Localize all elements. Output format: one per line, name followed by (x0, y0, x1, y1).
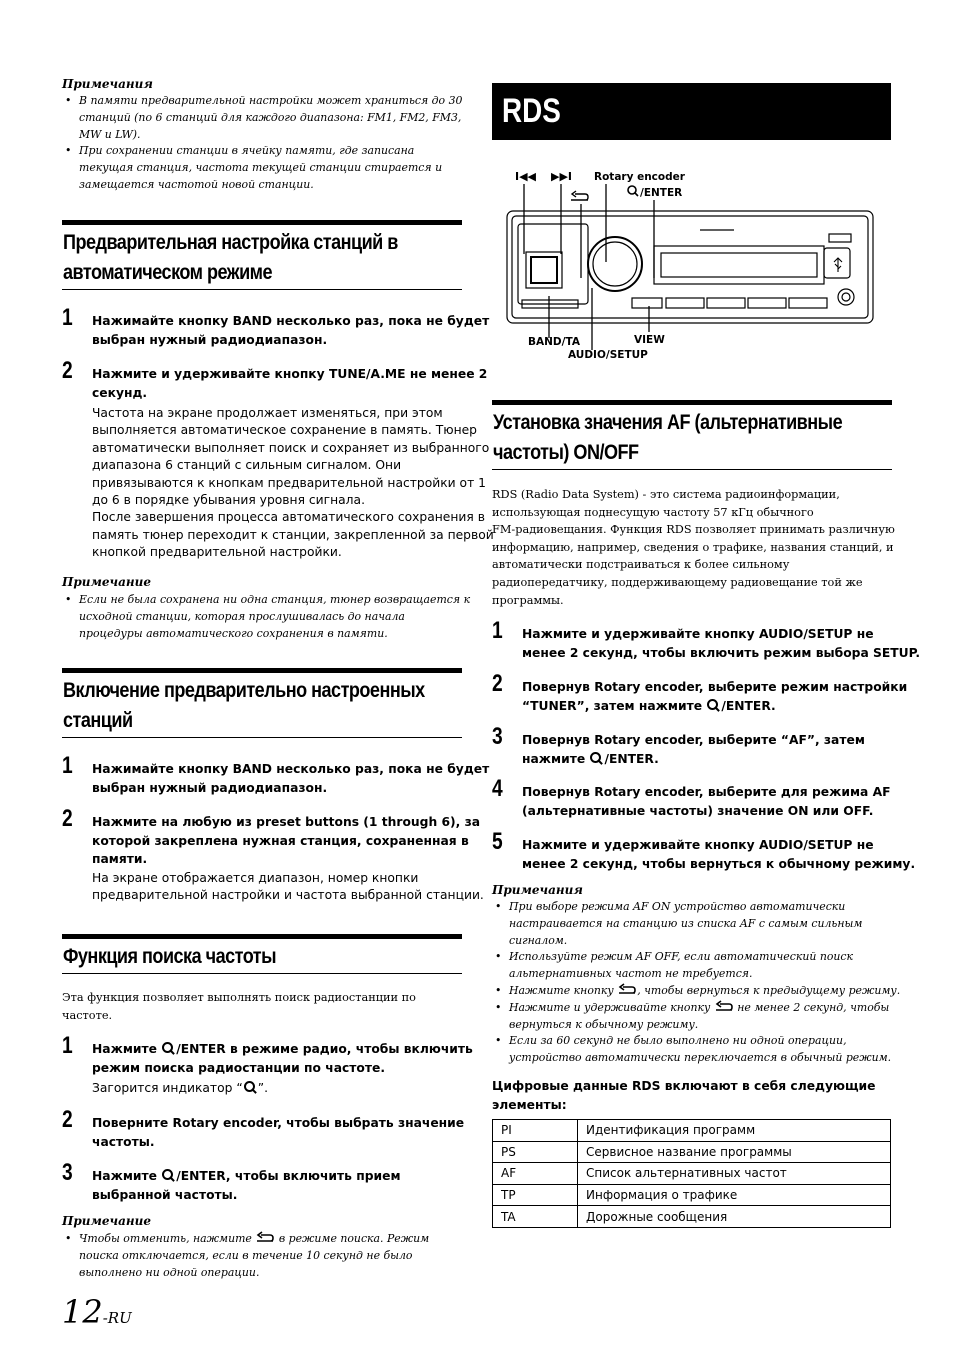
prev-label: I◀◀ (515, 170, 537, 183)
head-unit (507, 211, 873, 323)
top-notes (62, 77, 462, 194)
section-title-recall: Включение предварительно настроенных станций (62, 668, 462, 738)
step-3: 3 Повернув Rotary encoder, выберите “AF”, затем нажмите /ENTER. (492, 723, 865, 766)
search-note: Примечание • Чтобы отменить, нажмите в режиме поиска. Режим поиска отключается, если в течение 10 секунд не было выполнено ни одной операции. (62, 1214, 429, 1281)
section-title-auto-preset: Предварительная настройка станций в автоматическом режиме (62, 220, 462, 290)
page-number: 12-RU (62, 1293, 132, 1331)
note-item: • Если за 60 секунд не было выполнено ни одной операции, устройство автоматически переключается в обычный режим. (492, 1033, 900, 1067)
rds-data-table (492, 1119, 891, 1228)
step-4: 4 Повернув Rotary encoder, выберите для режима AF (альтернативные частоты) значение ON или OFF. (492, 775, 891, 818)
return-icon (255, 1231, 275, 1243)
view-label: VIEW (634, 334, 665, 346)
auto-preset-note: Примечание • Если не была сохранена ни одна станция, тюнер возвращается к исходной станции, которая прослушивалась до начала процедуры автоматического сохранения в памяти. (62, 575, 470, 642)
search-icon (589, 752, 604, 765)
note-item: • Нажмите и удерживайте кнопку не менее 2 секунд, чтобы вернуться к обычному режиму. (492, 1000, 900, 1034)
note-item: • Чтобы отменить, нажмите в режиме поиска. Режим поиска отключается, если в течение 10 секунд не было выполнено ни одной операции. (62, 1231, 429, 1281)
return-icon (617, 983, 637, 995)
af-intro: RDS (Radio Data System) - это система радиоинформации, использующая поднесущую частоту 57 кГц обычного FM-радиовещания. Функция RDS позволяет принимать различную информацию, например, сведения о трафике, названия станций, и автоматически подстраиваться к более сильному радиопередатчику, поддерживающему радиовещание той же программы. (492, 488, 895, 607)
return-icon (714, 1000, 734, 1012)
search-icon (706, 699, 721, 712)
return-icon (571, 191, 588, 200)
note-item: • Используйте режим AF OFF, если автоматический поиск альтернативных частот не требуется. (492, 949, 900, 983)
table-row: TA Дорожные сообщения (493, 1206, 891, 1228)
note-item: • При выборе режима AF ON устройство автоматически настраивается на станцию из списка AF с самым сильным сигналом. (492, 899, 900, 949)
step-1: 1 Нажмите и удерживайте кнопку AUDIO/SETUP не менее 2 секунд, чтобы включить режим выбора SETUP. (492, 617, 921, 660)
usb-icon (834, 258, 842, 272)
step-2: 2 Поверните Rotary encoder, чтобы выбрать значение частоты. (62, 1106, 465, 1149)
search-icon (243, 1081, 258, 1094)
table-row: PS Сервисное название программы (493, 1141, 891, 1163)
step-3: 3 Нажмите /ENTER, чтобы включить прием выбранной частоты. (62, 1159, 401, 1202)
step-2: 2 Нажмите и удерживайте кнопку TUNE/A.ME не менее 2 секунд. Частота на экране продолжает изменяться, при этом выполняется автоматическое сохранение в память. Тюнер автоматически выполняет поиск и сохраняет из выбранного диапазона 6 станций с сильным сигналом. Они привязываются к кнопкам предварительной настройки от 1 до 6 в порядке убывания уровня сигнала. После завершения процесса автоматического сохранения в память тюнер переходит к станции, закрепленной за первой кнопкой предварительной настройки. (62, 357, 494, 560)
search-icon (161, 1169, 176, 1182)
note-item: • Если не была сохранена ни одна станция, тюнер возвращается к исходной станции, которая прослушивалась до начала процедуры автоматического сохранения в памяти. (62, 592, 470, 642)
table-row: TP Информация о трафике (493, 1184, 891, 1206)
rotary-label: Rotary encoder (594, 171, 685, 183)
step-5: 5 Нажмите и удерживайте кнопку AUDIO/SETUP не менее 2 секунд, чтобы вернуться к обычному режиму. (492, 828, 916, 871)
band-label: BAND/TA (528, 336, 580, 348)
step-1: 1 Нажмите /ENTER в режиме радио, чтобы включить режим поиска радиостанции по частоте. Загорится индикатор “ ”. (62, 1032, 473, 1095)
section-title-af: Установка значения AF (альтернативные частоты) ON/OFF (492, 400, 892, 470)
search-icon (628, 186, 638, 196)
device-diagram (504, 166, 888, 366)
note-item: • Нажмите кнопку , чтобы вернуться к предыдущему режиму. (492, 983, 900, 1000)
section-title-search: Функция поиска частоты (62, 934, 462, 974)
table-row: AF Список альтернативных частот (493, 1163, 891, 1185)
enter-label: /ENTER (640, 187, 683, 199)
search-icon (161, 1042, 176, 1055)
table-row: PI Идентификация программ (493, 1120, 891, 1142)
note-item: • В памяти предварительной настройки может храниться до 30 станций (по 6 станций для каждого диапазона: FM1, FM2, FM3, MW и LW). (62, 93, 462, 143)
step-1: 1 Нажимайте кнопку BAND несколько раз, пока не будет выбран нужный радиодиапазон. (62, 752, 490, 795)
af-notes: Примечания • При выборе режима AF ON устройство автоматически настраивается на станцию из списка AF с самым сильным сигналом. • Используйте режим AF OFF, если автоматический поиск альтернативных частот не требуется. • Нажмите кнопку , чтобы вернуться к предыдущему режиму. • Нажмите и удерживайте кнопку не менее 2 секунд, чтобы вернуться к обычному режиму. • Если за 60 секунд не было выполнено ни одной операции, устройство автоматически переключается в обычный режим. (492, 883, 900, 1067)
note-item: • При сохранении станции в ячейку памяти, где записана текущая станция, частота текущей станции стирается и замещается частотой новой станции. (62, 143, 462, 193)
step-2: 2 Повернув Rotary encoder, выберите режим настройки “TUNER”, затем нажмите /ENTER. (492, 670, 908, 713)
next-label: ▶▶I (551, 170, 573, 183)
rds-banner: RDS (492, 83, 891, 140)
audio-label: AUDIO/SETUP (568, 349, 648, 361)
step-2: 2 Нажмите на любую из preset buttons (1 through 6), за которой закреплена нужная станция, сохраненная в памяти. На экране отображается диапазон, номер кнопки предварительной настройки и частота выбранной станции. (62, 805, 484, 902)
step-1: 1 Нажимайте кнопку BAND несколько раз, пока не будет выбран нужный радиодиапазон. (62, 304, 490, 347)
rds-data-heading: Цифровые данные RDS включают в себя следующие элементы: (492, 1079, 876, 1112)
search-intro: Эта функция позволяет выполнять поиск радиостанции по частоте. (62, 991, 416, 1022)
notes-heading: Примечания (62, 77, 153, 91)
